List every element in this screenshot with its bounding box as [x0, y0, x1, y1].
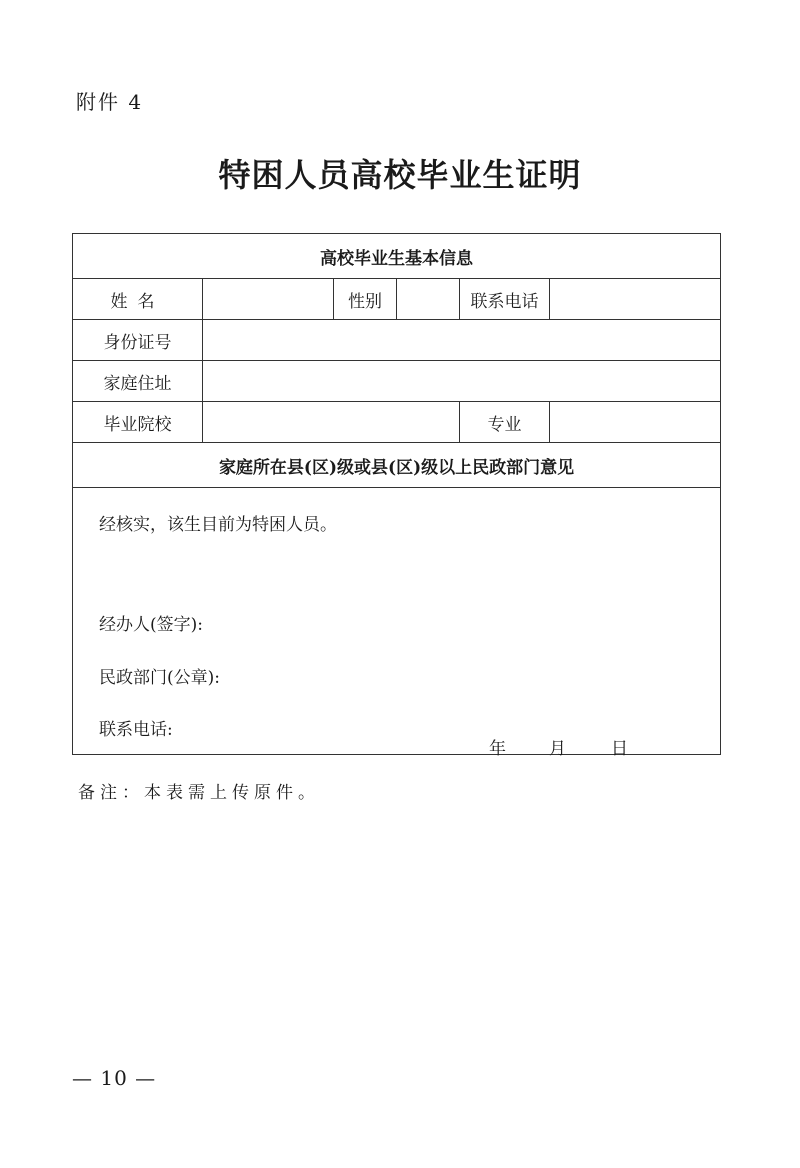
basic-info-heading: 高校毕业生基本信息: [73, 234, 721, 279]
phone-value-cell[interactable]: [550, 279, 721, 320]
home-address-value-cell[interactable]: [203, 361, 721, 402]
phone-label: 联系电话: [460, 279, 550, 320]
name-label: 姓名: [73, 279, 203, 320]
date-month-label: 月: [549, 739, 566, 759]
document-title: 特困人员高校毕业生证明: [218, 156, 582, 194]
school-label: 毕业院校: [73, 402, 203, 443]
civil-affairs-opinion-cell: [73, 488, 721, 759]
name-value-cell[interactable]: [203, 279, 334, 320]
id-number-label: 身份证号: [73, 320, 203, 361]
remark-note: 备注：本表需上传原件。: [78, 783, 320, 803]
id-number-value-cell[interactable]: [203, 320, 721, 361]
civil-affairs-opinion-heading: 家庭所在县(区)级或县(区)级以上民政部门意见: [73, 443, 721, 488]
civil-affairs-seal-label: 民政部门(公章):: [99, 668, 220, 688]
major-value-cell[interactable]: [550, 402, 721, 443]
verification-statement: 经核实，该生目前为特困人员。: [99, 515, 337, 535]
date-day-label: 日: [611, 739, 628, 759]
handler-signature-label: 经办人(签字):: [99, 615, 203, 635]
attachment-label: 附件 4: [76, 90, 144, 114]
page-number: — 10 —: [72, 1066, 157, 1090]
major-label: 专业: [460, 402, 550, 443]
date-year-label: 年: [489, 739, 506, 759]
gender-value-cell[interactable]: [397, 279, 460, 320]
home-address-label: 家庭住址: [73, 361, 203, 402]
gender-label: 性别: [334, 279, 397, 320]
school-value-cell[interactable]: [203, 402, 460, 443]
contact-phone-label: 联系电话:: [99, 720, 173, 740]
certificate-form-table: [72, 233, 721, 759]
